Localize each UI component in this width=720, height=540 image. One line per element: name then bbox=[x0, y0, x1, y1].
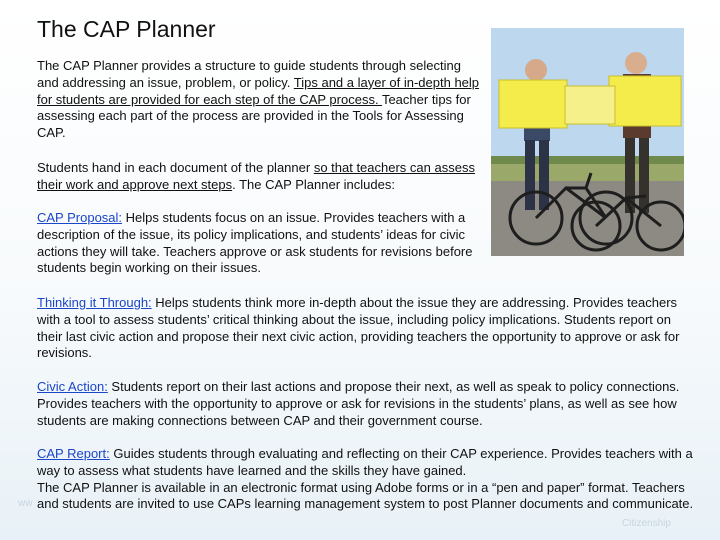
thinking-it-through-desc: Helps students think more in-depth about the issue they are addressing. Provides teachers with a tool to assess students’ critical thinking about the issue, including policy implications. Students report on their last civic action and propose their next civic action, providing teachers the opportunity to approve or ask for revisions. bbox=[37, 295, 680, 361]
closing-text: The CAP Planner is available in an electronic format using Adobe forms or in a “pen and paper” format. Teachers and students are invited to use CAPs learning management system to post Planner documents and communicate. bbox=[37, 479, 694, 512]
item-civic-action bbox=[37, 379, 697, 429]
item-cap-report bbox=[37, 446, 702, 513]
intro-tips-link[interactable]: Tips and a layer of in-depth help for students are provided for each step of the CAP process. bbox=[37, 74, 480, 107]
page-title: The CAP Planner bbox=[37, 16, 216, 42]
students-text-b: . The CAP Planner includes: bbox=[232, 176, 395, 192]
civic-action-link[interactable]: Civic Action: bbox=[37, 379, 108, 394]
students-paragraph bbox=[37, 160, 482, 194]
watermark-right: Citizenship bbox=[622, 518, 671, 529]
students-text-a: Students hand in each document of the planner bbox=[37, 160, 314, 175]
cap-proposal-link[interactable]: CAP Proposal: bbox=[37, 210, 123, 225]
intro-text-a: The CAP Planner provides a structure to guide students through selecting and addressing an issue, problem, or policy. bbox=[37, 58, 461, 90]
intro-paragraph bbox=[37, 58, 482, 142]
students-with-bicycles-photo bbox=[491, 28, 684, 256]
photo-illustration bbox=[491, 28, 684, 256]
civic-action-desc: Students report on their last actions and propose their next, as well as speak to policy connections. Provides teachers with the opportunity to approve or ask for revisions in the students’ plans, as well as see how students are making connections between CAP and their government course. bbox=[37, 379, 680, 428]
cap-report-desc: Guides students through evaluating and reflecting on their CAP experience. Provides teachers with a way to assess what students have learned and the skills they have gained. bbox=[37, 446, 693, 478]
intro-text-b: Teacher tips for assessing each part of the process are provided in the Tools for Assessing CAP. bbox=[37, 91, 471, 141]
item-cap-proposal bbox=[37, 210, 477, 277]
watermark-left: ww bbox=[18, 498, 33, 509]
cap-proposal-desc: Helps students focus on an issue. Provides teachers with a description of the issue, its policy implications, and students’ ideas for civic actions they will take. Teachers approve or ask students for revisions before students begin working on their issues. bbox=[37, 210, 473, 276]
students-assess-link[interactable]: so that teachers can assess their work and approve next steps bbox=[37, 160, 475, 192]
thinking-it-through-link[interactable]: Thinking it Through: bbox=[37, 295, 152, 310]
item-thinking-it-through bbox=[37, 295, 687, 362]
cap-report-link[interactable]: CAP Report: bbox=[37, 446, 110, 461]
